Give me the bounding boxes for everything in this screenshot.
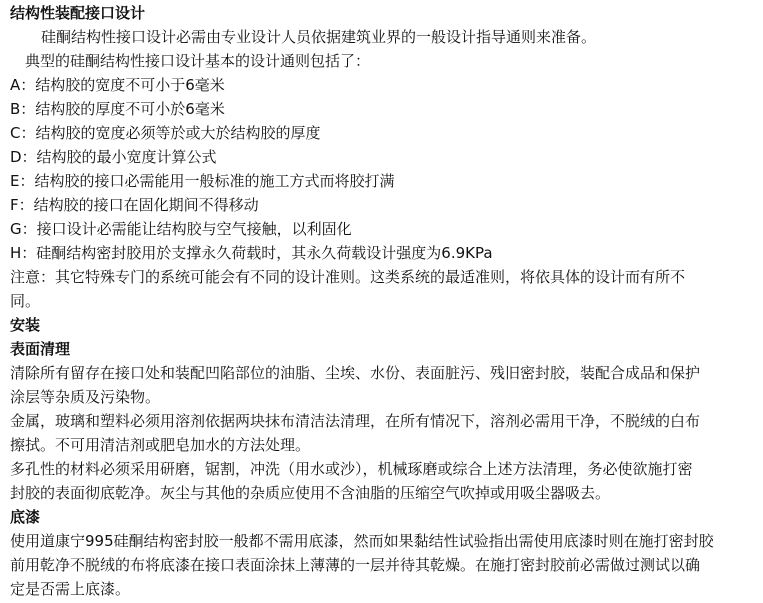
rule-g: G：接口设计必需能让结构胶与空气接触，以利固化 (10, 220, 352, 238)
section-heading-install: 安装 (10, 316, 41, 334)
intro-line-2: 典型的硅酮结构性接口设计基本的设计通则包括了： (25, 52, 371, 70)
rule-e: E：结构胶的接口必需能用一般标准的施工方式而将胶打满 (10, 172, 395, 190)
section-heading-interface-design: 结构性装配接口设计 (10, 4, 146, 22)
rule-c: C：结构胶的宽度必须等於或大於结构胶的厚度 (10, 124, 321, 142)
clean-paragraph-1-line-1: 清除所有留存在接口处和装配凹陷部位的油脂、尘埃、水份、表面脏污、残旧密封胶，装配合成品和保护 (10, 364, 701, 382)
rule-f: F：结构胶的接口在固化期间不得移动 (10, 196, 259, 214)
clean-paragraph-2-line-1: 金属，玻璃和塑料必须用溶剂依据两块抹布清洁法清理，在所有情况下，溶剂必需用干净，不脱绒的白布 (10, 412, 701, 430)
clean-paragraph-2-line-2: 擦拭。不可用清洁剂或肥皂加水的方法处理。 (10, 436, 311, 454)
rule-h: H：硅酮结构密封胶用於支撑永久荷载时，其永久荷载设计强度为6.9KPa (10, 244, 493, 262)
clean-paragraph-3-line-2: 封胶的表面彻底乾净。灰尘与其他的杂质应使用不含油脂的压缩空气吹掉或用吸尘器吸去。 (10, 484, 611, 502)
intro-line-1: 硅酮结构性接口设计必需由专业设计人员依据建筑业界的一般设计指导通则来准备。 (41, 28, 597, 46)
clean-paragraph-1-line-2: 涂层等杂质及污染物。 (10, 388, 161, 406)
section-heading-primer: 底漆 (10, 508, 41, 526)
rule-a: A：结构胶的宽度不可小于6毫米 (10, 76, 225, 94)
note-line-2: 同。 (10, 292, 41, 310)
primer-paragraph-line-1: 使用道康宁995硅酮结构密封胶一般都不需用底漆，然而如果黏结性试验指出需使用底漆时则在施打密封胶 (10, 532, 714, 550)
primer-paragraph-line-2: 前用乾净不脱绒的布将底漆在接口表面涂抹上薄薄的一层并待其乾燥。在施打密封胶前必需做过测试以确 (10, 556, 701, 574)
section-heading-surface-cleaning: 表面清理 (10, 340, 71, 358)
rule-d: D：结构胶的最小宽度计算公式 (10, 148, 217, 166)
clean-paragraph-3-line-1: 多孔性的材料必须采用研磨，锯割，冲洗（用水或沙），机械琢磨或综合上述方法清理，务必使欲施打密 (10, 460, 693, 478)
rule-b: B：结构胶的厚度不可小於6毫米 (10, 100, 225, 118)
note-line-1: 注意：其它特殊专门的系统可能会有不同的设计准则。这类系统的最适准则，将依具体的设计而有所不 (10, 268, 686, 286)
primer-paragraph-line-3: 定是否需上底漆。 (10, 580, 131, 598)
